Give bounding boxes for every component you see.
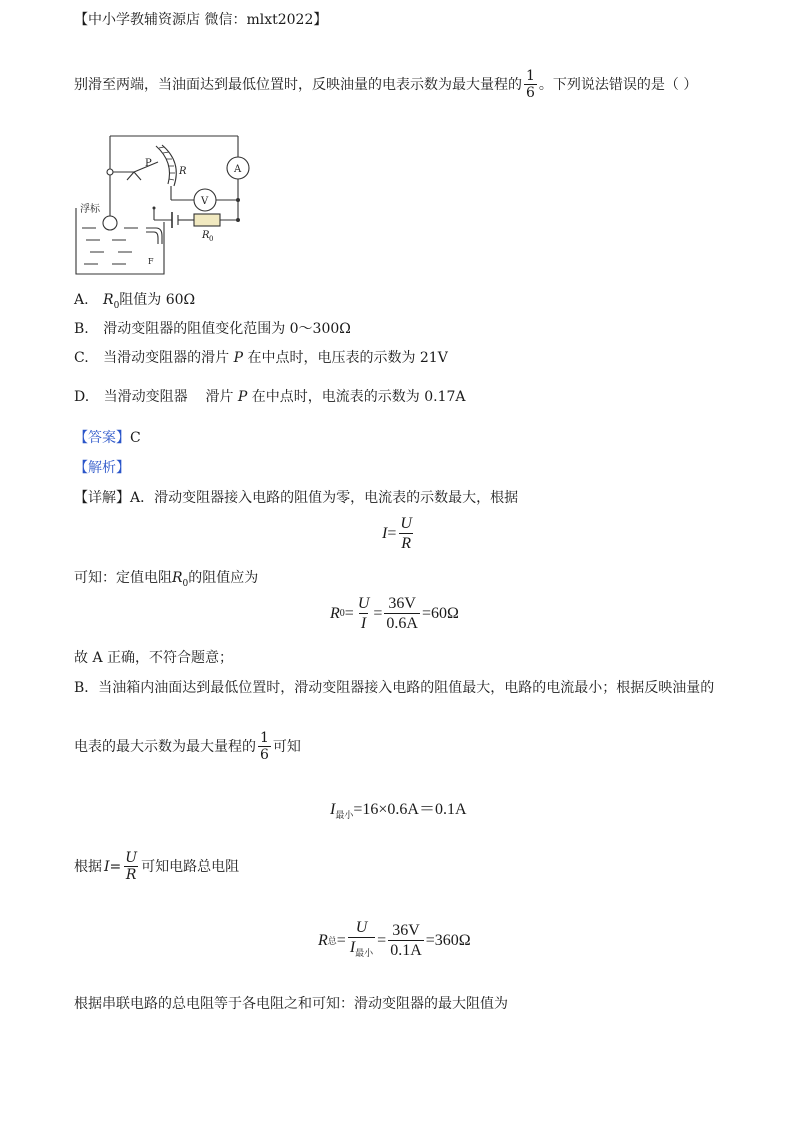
option-a-text: 阻值为 60Ω bbox=[119, 292, 196, 308]
equation-ohm bbox=[382, 514, 416, 553]
line6-num: U bbox=[125, 850, 138, 866]
option-c-text1: 当滑动变阻器的滑片 bbox=[103, 350, 230, 366]
eq4-lhs: R bbox=[318, 931, 328, 949]
r0-label: R bbox=[202, 230, 210, 241]
eq1-lhs: I bbox=[382, 524, 388, 542]
circuit-diagram bbox=[72, 128, 252, 278]
eq3-rhs: =16×0.6A＝0.1A bbox=[353, 801, 467, 818]
eq4-lhs-sub: 总 bbox=[327, 936, 337, 946]
detail-label: 【详解】 bbox=[74, 490, 130, 506]
detail-line-5 bbox=[74, 730, 301, 763]
option-c-var: P bbox=[233, 350, 243, 366]
option-a-sub: 0 bbox=[113, 301, 120, 311]
voltmeter-label: V bbox=[201, 196, 209, 207]
line5-fraction bbox=[258, 730, 271, 763]
option-d-letter: D. bbox=[74, 389, 90, 405]
eq4-den1: I bbox=[349, 939, 356, 956]
detail-line-1 bbox=[74, 488, 518, 508]
fraction-denominator: 6 bbox=[526, 85, 535, 101]
eq2-den1: I bbox=[360, 615, 367, 632]
r0-sub-label: 0 bbox=[209, 235, 214, 243]
eq3-lhs: I bbox=[330, 801, 336, 818]
line5-text-b: 可知 bbox=[272, 738, 301, 755]
eq4-fraction-2 bbox=[388, 921, 424, 960]
line5-text-a: 电表的最大示数为最大量程的 bbox=[74, 738, 256, 755]
eq2-lhs: R bbox=[330, 604, 340, 622]
option-d-text2: 在中点时，电流表的示数为 0.17A bbox=[251, 389, 466, 405]
option-a-letter: A. bbox=[74, 292, 89, 308]
detail-line-2 bbox=[74, 568, 258, 594]
option-c bbox=[74, 348, 448, 368]
eq2-num2: 36V bbox=[388, 595, 416, 612]
line6-eq-lhs: I bbox=[104, 858, 110, 875]
tap-label: F bbox=[148, 257, 154, 266]
option-a bbox=[74, 290, 195, 316]
line2-text-a: 可知：定值电阻 bbox=[74, 570, 172, 586]
equation-r-total: R 总 = $\frac{U}{I_{最小}}$ = $\frac{36V}{0.1A}$ =360Ω bbox=[318, 918, 471, 963]
line2-var: R bbox=[172, 570, 183, 586]
question-line bbox=[74, 68, 697, 101]
eq2-result: =60Ω bbox=[421, 604, 459, 622]
option-d-text1: 当滑动变阻器 滑片 bbox=[103, 389, 234, 405]
answer-value: C bbox=[130, 430, 141, 446]
eq4-den1-wrap bbox=[348, 937, 375, 963]
eq1-fraction bbox=[398, 514, 414, 553]
line5-den: 6 bbox=[260, 747, 269, 763]
option-b-text: 滑动变阻器的阻值变化范围为 0～300Ω bbox=[103, 321, 351, 337]
eq1-equals: = bbox=[387, 524, 397, 542]
line6-text-b: 可知电路总电阻 bbox=[141, 858, 240, 875]
eq2-fraction-2 bbox=[384, 594, 420, 633]
rheostat-r-label: R bbox=[179, 166, 187, 177]
line6-fraction bbox=[123, 850, 139, 883]
question-text-before: 别滑至两端，当油面达到最低位置时，反映油量的电表示数为最大量程的 bbox=[74, 76, 522, 93]
page-header: 【中小学教辅资源店 微信：mlxt2022】 bbox=[74, 12, 328, 28]
detail-line-7: 根据串联电路的总电阻等于各电阻之和可知：滑动变阻器的最大阻值为 bbox=[74, 996, 508, 1012]
option-b bbox=[74, 319, 351, 339]
slider-p-label: P bbox=[145, 158, 152, 169]
ammeter-label: A bbox=[234, 164, 242, 175]
line2-text-b: 的阻值应为 bbox=[188, 570, 259, 586]
line5-num: 1 bbox=[260, 730, 269, 746]
answer-label: 【答案】 bbox=[74, 430, 130, 446]
option-b-letter: B. bbox=[74, 321, 89, 337]
eq4-num1: U bbox=[355, 919, 368, 936]
eq2-num1: U bbox=[357, 595, 370, 612]
question-text-after: 。下列说法错误的是（ ） bbox=[538, 76, 698, 93]
equation-i-min bbox=[330, 796, 467, 821]
fraction-numerator: 1 bbox=[526, 68, 535, 84]
detail-line1-text: A．滑动变阻器接入电路的阻值为零，电流表的示数最大，根据 bbox=[130, 490, 519, 506]
detail-line-3: 故 A 正确，不符合题意； bbox=[74, 650, 234, 666]
option-c-letter: C. bbox=[74, 350, 89, 366]
eq4-den2: 0.1A bbox=[390, 942, 422, 959]
eq3-lhs-sub: 最小 bbox=[335, 810, 354, 820]
option-d bbox=[74, 387, 466, 407]
option-d-var: P bbox=[237, 389, 248, 405]
line6-den: R bbox=[125, 867, 137, 883]
float-label: 浮标 bbox=[80, 204, 100, 215]
analysis-label: 【解析】 bbox=[74, 460, 130, 476]
eq4-result: =360Ω bbox=[425, 931, 471, 949]
eq2-fraction-1 bbox=[356, 594, 372, 633]
question-fraction bbox=[524, 68, 537, 101]
line6-text-a: 根据 bbox=[74, 858, 102, 875]
line2-sub: 0 bbox=[182, 579, 189, 589]
eq4-den1-sub: 最小 bbox=[355, 948, 374, 958]
detail-line-6: 根据 I = $\frac{U}{R}$ 可知电路总电阻 bbox=[74, 850, 240, 883]
eq2-den2: 0.6A bbox=[386, 615, 418, 632]
option-c-text2: 在中点时，电压表的示数为 21V bbox=[247, 350, 448, 366]
eq4-num2: 36V bbox=[392, 922, 420, 939]
eq1-den: R bbox=[401, 535, 412, 552]
eq4-fraction-1 bbox=[348, 918, 375, 963]
answer-line bbox=[74, 428, 141, 448]
eq2-lhs-sub: 0 bbox=[339, 608, 345, 619]
option-a-var: R bbox=[103, 292, 114, 308]
eq1-num: U bbox=[400, 515, 412, 532]
circuit-svg bbox=[72, 128, 252, 278]
detail-line-4: B．当油箱内油面达到最低位置时，滑动变阻器接入电路的阻值最大，电路的电流最小；根据反映油量的 bbox=[74, 680, 715, 696]
equation-r0: R 0 = $\frac{U}{I}$ = $\frac{36V}{0.6A}$ =60Ω bbox=[330, 595, 459, 632]
